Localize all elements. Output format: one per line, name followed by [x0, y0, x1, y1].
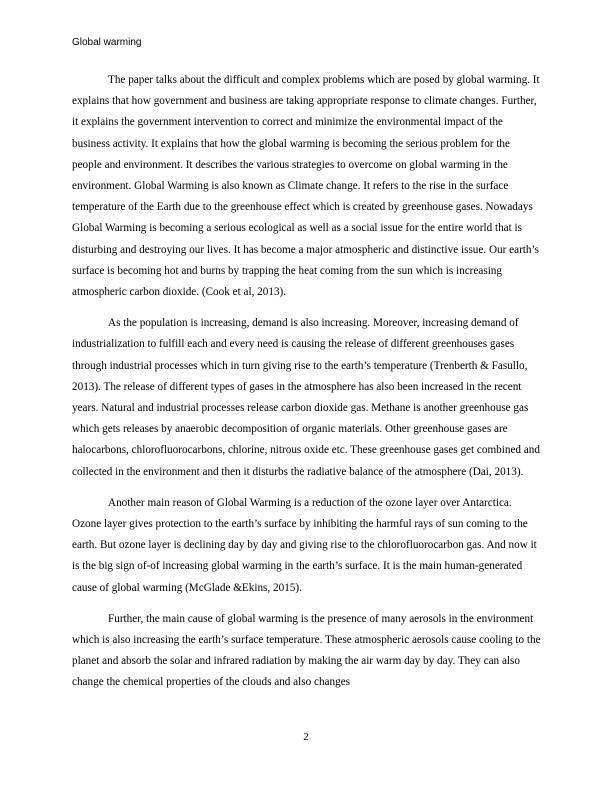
paragraph-population: As the population is increasing, demand is also increasing. Moreover, increasing demand of industrialization to fulfill each and every need is causing the release of different greenhouses gases through industrial processes which in turn giving rise to the earth’s temperature (Trenberth & Fasullo, 2013). The release of different types of gases in the atmosphere has also been increased in the recent years. Natural and industrial processes release carbon dioxide gas. Methane is another greenhouse gas which gets releases by anaerobic decomposition of organic materials. Other greenhouse gases are halocarbons, chlorofluorocarbons, chlorine, nitrous oxide etc. These greenhouse gases get combined and collected in the environment and then it disturbs the radiative balance of the atmosphere (Dai, 2013). — [72, 317, 540, 478]
paragraph-ozone: Another main reason of Global Warming is a reduction of the ozone layer over Antarctica. Ozone layer gives protection to the earth’s surface by inhibiting the harmful rays of sun coming to the earth. But ozone layer is declining day by day and giving rise to the chlorofluorocarbon gas. And now it is the big sign of-of increasing global warming in the earth’s surface. It is the main human-generated cause of global warming (McGlade &Ekins, 2015). — [72, 496, 537, 594]
document-body — [72, 70, 541, 704]
paragraph-intro: The paper talks about the difficult and complex problems which are posed by global warming. It explains that how government and business are taking appropriate response to climate changes. Further, it explains the government intervention to correct and minimize the environmental impact of the business activity. It explains that how the global warming is becoming the serious problem for the people and environment. It describes the various strategies to overcome on global warming in the environment. Global Warming is also known as Climate change. It refers to the rise in the surface temperature of the Earth due to the greenhouse effect which is created by greenhouse gases. Nowadays Global Warming is becoming a serious ecological as well as a social issue for the entire world that is disturbing and destroying our lives. It has become a major atmospheric and distinctive issue. Our earth’s surface is becoming hot and burns by trapping the heat coming from the sun which is increasing atmospheric carbon dioxide. (Cook et al, 2013). — [72, 74, 540, 299]
running-header: Global warming — [72, 37, 142, 48]
page-number: 2 — [303, 731, 309, 743]
paragraph-aerosols: Further, the main cause of global warming is the presence of many aerosols in the environment which is also increasing the earth’s surface temperature. These atmospheric aerosols cause cooling to the planet and absorb the solar and infrared radiation by making the air warm day by day. They can also change the chemical properties of the clouds and also changes — [72, 612, 541, 689]
